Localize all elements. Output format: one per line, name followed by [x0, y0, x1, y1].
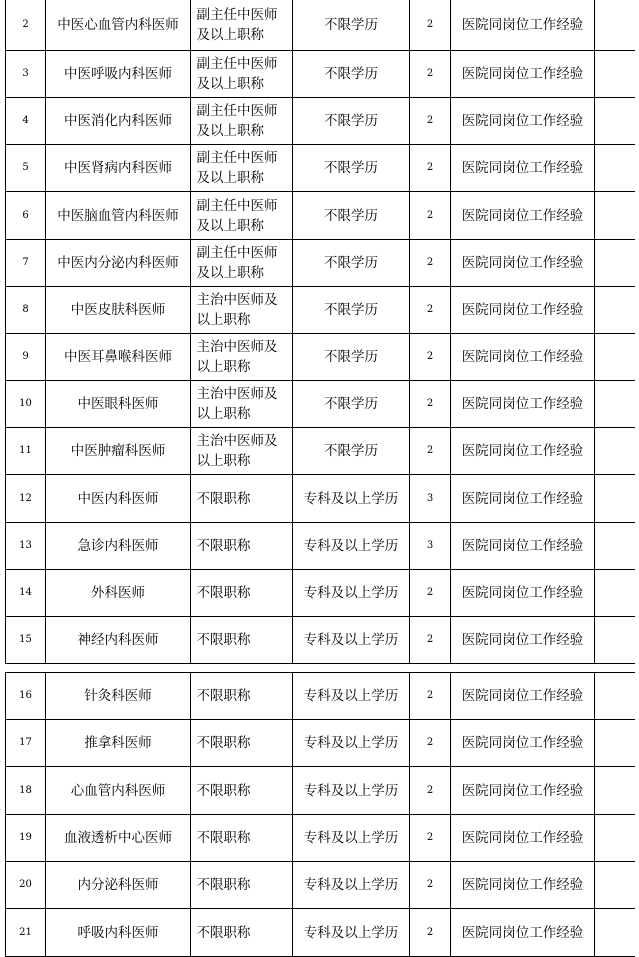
education-cell: 不限学历	[293, 98, 410, 145]
education-cell: 专科及以上学历	[293, 862, 410, 909]
title-cell	[191, 570, 293, 617]
requirement-cell: 医院同岗位工作经验	[451, 334, 595, 381]
title-cell	[191, 909, 293, 957]
position-cell: 中医眼科医师	[46, 381, 191, 428]
education-cell: 专科及以上学历	[293, 815, 410, 862]
count-cell: 2	[410, 815, 451, 862]
requirement-cell: 医院同岗位工作经验	[451, 475, 595, 523]
requirement-cell: 医院同岗位工作经验	[451, 570, 595, 617]
row-number: 19	[6, 815, 46, 862]
blank-cell	[595, 334, 635, 381]
table-row	[6, 909, 635, 957]
title-cell	[191, 51, 293, 98]
requirement-cell: 医院同岗位工作经验	[451, 98, 595, 145]
requirement-cell: 医院同岗位工作经验	[451, 720, 595, 767]
table-row	[6, 381, 635, 428]
position-cell: 中医内分泌内科医师	[46, 240, 191, 287]
title-cell	[191, 475, 293, 523]
row-number: 8	[6, 287, 46, 334]
count-cell: 2	[410, 287, 451, 334]
blank-cell	[595, 240, 635, 287]
title-text: 主治中医师及以上职称	[196, 386, 278, 422]
blank-cell	[595, 523, 635, 570]
title-text: 不限职称	[196, 924, 251, 941]
row-number: 17	[6, 720, 46, 767]
row-number: 11	[6, 428, 46, 475]
position-cell: 血液透析中心医师	[46, 815, 191, 862]
title-text: 不限职称	[196, 632, 251, 648]
education-cell: 不限学历	[293, 428, 410, 475]
count-cell: 2	[410, 720, 451, 767]
count-cell: 2	[410, 767, 451, 815]
requirement-cell: 医院同岗位工作经验	[451, 51, 595, 98]
table-row	[6, 862, 635, 909]
count-cell: 2	[410, 0, 451, 51]
requirement-cell: 医院同岗位工作经验	[451, 287, 595, 334]
position-cell: 中医肾病内科医师	[46, 145, 191, 192]
row-number: 21	[6, 909, 46, 957]
table-row	[6, 192, 635, 240]
position-cell: 内分泌科医师	[46, 862, 191, 909]
education-cell: 专科及以上学历	[293, 523, 410, 570]
position-cell: 急诊内科医师	[46, 523, 191, 570]
count-cell: 2	[410, 909, 451, 957]
count-cell: 2	[410, 98, 451, 145]
requirement-cell: 医院同岗位工作经验	[451, 0, 595, 51]
title-cell	[191, 617, 293, 664]
position-cell: 中医消化内科医师	[46, 98, 191, 145]
requirement-cell: 医院同岗位工作经验	[451, 909, 595, 957]
requirement-cell: 医院同岗位工作经验	[451, 815, 595, 862]
education-cell: 专科及以上学历	[293, 720, 410, 767]
title-cell	[191, 334, 293, 381]
requirement-cell: 医院同岗位工作经验	[451, 192, 595, 240]
education-cell: 不限学历	[293, 287, 410, 334]
row-number: 9	[6, 334, 46, 381]
title-text: 不限职称	[196, 490, 251, 507]
title-cell	[191, 381, 293, 428]
title-text: 不限职称	[196, 688, 251, 704]
table-row	[6, 570, 635, 617]
blank-cell	[595, 909, 635, 957]
education-cell: 专科及以上学历	[293, 767, 410, 815]
requirement-cell: 医院同岗位工作经验	[451, 862, 595, 909]
position-cell: 针灸科医师	[46, 673, 191, 720]
education-cell: 专科及以上学历	[293, 570, 410, 617]
table-row	[6, 523, 635, 570]
title-text: 不限职称	[196, 830, 251, 846]
count-cell: 3	[410, 523, 451, 570]
row-number: 20	[6, 862, 46, 909]
blank-cell	[595, 192, 635, 240]
title-text: 不限职称	[196, 735, 251, 751]
blank-cell	[595, 862, 635, 909]
position-cell: 中医呼吸内科医师	[46, 51, 191, 98]
title-cell	[191, 98, 293, 145]
requirement-cell: 医院同岗位工作经验	[451, 617, 595, 664]
table-row	[6, 98, 635, 145]
title-cell	[191, 815, 293, 862]
education-cell: 专科及以上学历	[293, 475, 410, 523]
row-number: 12	[6, 475, 46, 523]
title-cell	[191, 720, 293, 767]
count-cell: 2	[410, 145, 451, 192]
title-text: 副主任中医师及以上职称	[196, 245, 278, 281]
blank-cell	[595, 570, 635, 617]
recruitment-table-bottom	[5, 672, 635, 957]
row-number: 16	[6, 673, 46, 720]
blank-cell	[595, 815, 635, 862]
table-row	[6, 673, 635, 720]
count-cell: 2	[410, 381, 451, 428]
education-cell: 不限学历	[293, 240, 410, 287]
count-cell: 2	[410, 673, 451, 720]
title-cell	[191, 767, 293, 815]
position-cell: 中医肿瘤科医师	[46, 428, 191, 475]
blank-cell	[595, 673, 635, 720]
position-cell: 中医脑血管内科医师	[46, 192, 191, 240]
position-cell: 中医耳鼻喉科医师	[46, 334, 191, 381]
count-cell: 2	[410, 240, 451, 287]
requirement-cell: 医院同岗位工作经验	[451, 523, 595, 570]
row-number: 15	[6, 617, 46, 664]
position-cell: 外科医师	[46, 570, 191, 617]
title-cell	[191, 287, 293, 334]
count-cell: 2	[410, 617, 451, 664]
blank-cell	[595, 98, 635, 145]
title-cell	[191, 523, 293, 570]
row-number: 13	[6, 523, 46, 570]
requirement-cell: 医院同岗位工作经验	[451, 673, 595, 720]
table-row	[6, 428, 635, 475]
position-cell: 神经内科医师	[46, 617, 191, 664]
title-text: 不限职称	[196, 585, 251, 601]
row-number: 7	[6, 240, 46, 287]
blank-cell	[595, 145, 635, 192]
table-row	[6, 0, 635, 51]
blank-cell	[595, 0, 635, 51]
title-cell	[191, 240, 293, 287]
education-cell: 不限学历	[293, 192, 410, 240]
table-row	[6, 51, 635, 98]
requirement-cell: 医院同岗位工作经验	[451, 767, 595, 815]
row-number: 2	[6, 0, 46, 51]
title-text: 副主任中医师及以上职称	[196, 103, 278, 139]
education-cell: 专科及以上学历	[293, 909, 410, 957]
position-cell: 推拿科医师	[46, 720, 191, 767]
blank-cell	[595, 428, 635, 475]
title-cell	[191, 192, 293, 240]
title-cell	[191, 673, 293, 720]
title-cell	[191, 862, 293, 909]
blank-cell	[595, 617, 635, 664]
count-cell: 3	[410, 475, 451, 523]
requirement-cell: 医院同岗位工作经验	[451, 145, 595, 192]
row-number: 14	[6, 570, 46, 617]
title-text: 副主任中医师及以上职称	[196, 56, 278, 92]
title-text: 副主任中医师及以上职称	[196, 150, 278, 186]
count-cell: 2	[410, 51, 451, 98]
table-row	[6, 287, 635, 334]
title-text: 不限职称	[196, 877, 251, 893]
count-cell: 2	[410, 570, 451, 617]
row-number: 10	[6, 381, 46, 428]
table-row	[6, 815, 635, 862]
row-number: 18	[6, 767, 46, 815]
position-cell: 呼吸内科医师	[46, 909, 191, 957]
education-cell: 不限学历	[293, 0, 410, 51]
requirement-cell: 医院同岗位工作经验	[451, 428, 595, 475]
blank-cell	[595, 287, 635, 334]
title-text: 主治中医师及以上职称	[196, 292, 278, 328]
table-row	[6, 145, 635, 192]
position-cell: 中医皮肤科医师	[46, 287, 191, 334]
table-row	[6, 617, 635, 664]
title-text: 不限职称	[196, 538, 251, 554]
title-text: 主治中医师及以上职称	[196, 339, 278, 375]
recruitment-table-top	[5, 0, 635, 664]
position-cell: 中医心血管内科医师	[46, 0, 191, 51]
education-cell: 不限学历	[293, 145, 410, 192]
table-row	[6, 240, 635, 287]
blank-cell	[595, 51, 635, 98]
count-cell: 2	[410, 862, 451, 909]
blank-cell	[595, 767, 635, 815]
education-cell: 不限学历	[293, 51, 410, 98]
blank-cell	[595, 381, 635, 428]
table-row	[6, 334, 635, 381]
education-cell: 专科及以上学历	[293, 673, 410, 720]
title-text: 不限职称	[196, 782, 251, 799]
title-cell	[191, 145, 293, 192]
position-cell: 心血管内科医师	[46, 767, 191, 815]
count-cell: 2	[410, 428, 451, 475]
requirement-cell: 医院同岗位工作经验	[451, 381, 595, 428]
table-row	[6, 475, 635, 523]
row-number: 3	[6, 51, 46, 98]
title-text: 副主任中医师及以上职称	[196, 197, 278, 234]
count-cell: 2	[410, 334, 451, 381]
row-number: 6	[6, 192, 46, 240]
blank-cell	[595, 475, 635, 523]
education-cell: 不限学历	[293, 381, 410, 428]
table-row	[6, 720, 635, 767]
education-cell: 不限学历	[293, 334, 410, 381]
position-cell: 中医内科医师	[46, 475, 191, 523]
title-text: 主治中医师及以上职称	[196, 433, 278, 469]
education-cell: 专科及以上学历	[293, 617, 410, 664]
title-text: 副主任中医师及以上职称	[196, 7, 278, 43]
title-cell	[191, 0, 293, 51]
row-number: 5	[6, 145, 46, 192]
table-row	[6, 767, 635, 815]
title-cell	[191, 428, 293, 475]
requirement-cell: 医院同岗位工作经验	[451, 240, 595, 287]
blank-cell	[595, 720, 635, 767]
row-number: 4	[6, 98, 46, 145]
count-cell: 2	[410, 192, 451, 240]
